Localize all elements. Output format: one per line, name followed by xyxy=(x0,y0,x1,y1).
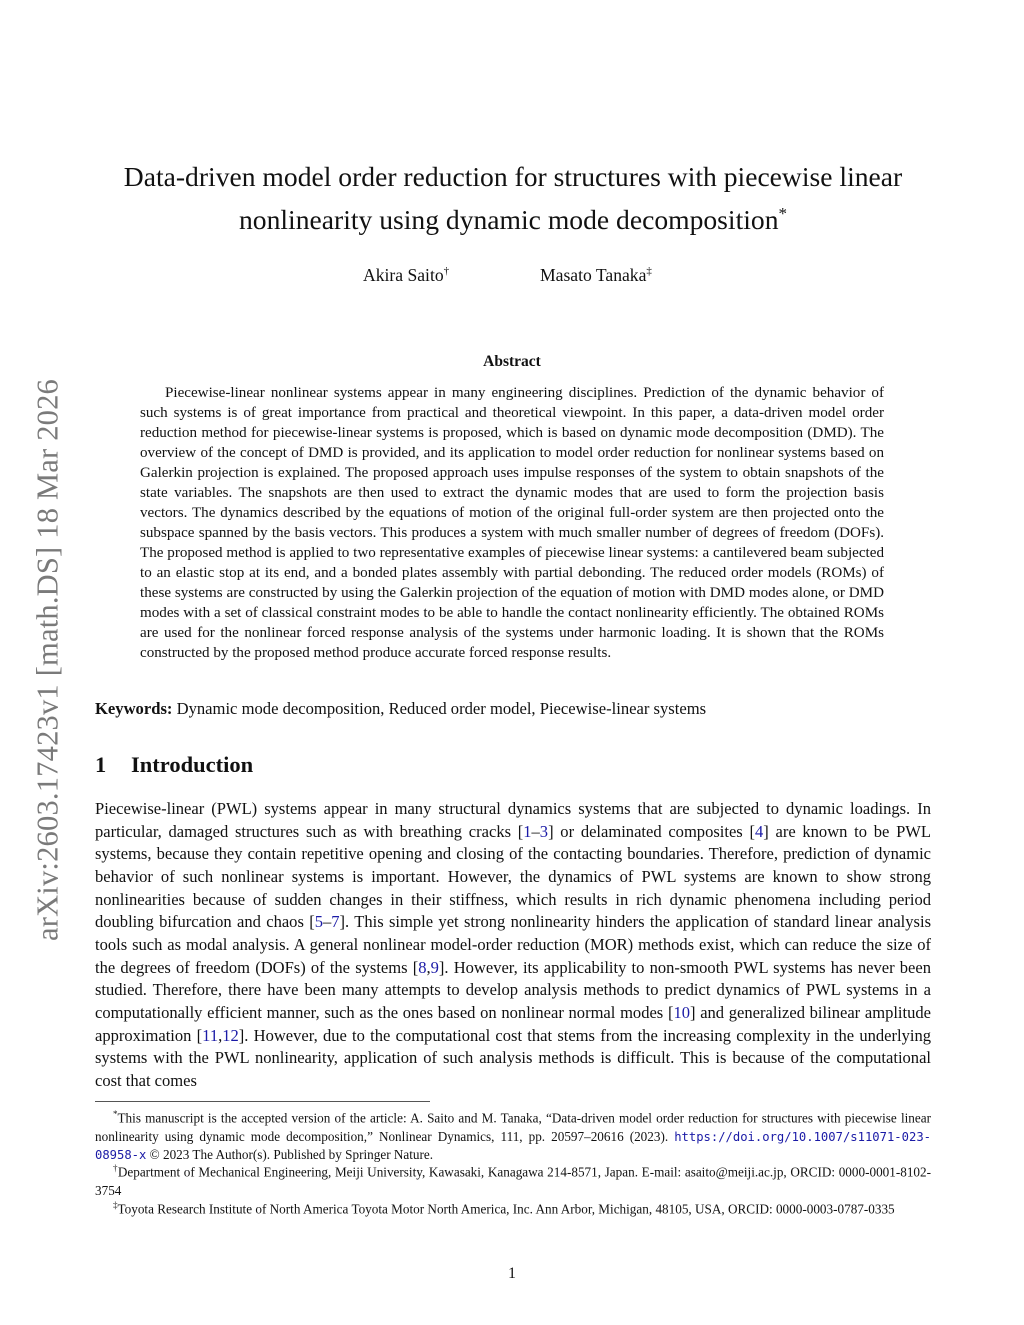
abstract-text: Piecewise-linear nonlinear systems appear in many engineering disciplines. Prediction of the dynamic behavior of such systems is of great importance from practical and theoretical viewpoint. In this paper, a data-driven model order reduction method for piecewise-linear systems is proposed, which is based on dynamic mode decomposition (DMD). The overview of the concept of DMD is provided, and its application to model order reduction for nonlinear systems based on Galerkin projection is explained. The proposed approach uses impulse responses of the system to obtain snapshots of the state variables. The snapshots are then used to extract the dynamic modes that are used to form the projection basis vectors. The dynamics described by the equations of motion of the original full-order system are then projected onto the subspace spanned by the basis vectors. This produces a system with much smaller number of degrees of freedom (DOFs). The proposed method is applied to two representative examples of piecewise linear systems: a cantilevered beam subjected to an elastic stop at its end, and a bonded plates assembly with partial debonding. The reduced order models (ROMs) of these systems are constructed by using the Galerkin projection of the equation of motion with DMD modes alone, or DMD modes with a set of classical constraint modes to be able to handle the contact nonlinearity efficiently. The obtained ROMs are used for the nonlinear forced response analysis of the systems under harmonic loading. It is shown that the ROMs constructed by the proposed method produce accurate forced response results. xyxy=(140,385,884,661)
footnote-1: *This manuscript is the accepted version of the article: A. Saito and M. Tanaka, “Data-driven model order reduction for structures with piecewise linear nonlinearity using dynamic mode decomposition,” Nonlinear Dynamics, 111, pp. 20597–20616 (2023). https://doi.org/10.1007/s11071-023-08958-x © 2023 The Author(s). Published by Springer Nature. xyxy=(95,1109,931,1162)
citation-link[interactable]: 3 xyxy=(539,821,549,841)
section-number: 1 xyxy=(95,752,107,777)
keywords-label: Keywords: xyxy=(95,699,173,718)
citation-link[interactable]: 11 xyxy=(202,1025,219,1045)
title-line-2: nonlinearity using dynamic mode decomposition xyxy=(238,204,779,236)
footnote-2: †Department of Mechanical Engineering, Meiji University, Kawasaki, Kanagawa 214-8571, Japan. E-mail: asaito@meiji.ac.jp, ORCID: 0000-0001-8102-3754 xyxy=(95,1163,932,1198)
citation-link[interactable]: 10 xyxy=(673,1002,690,1022)
page-number: 1 xyxy=(508,1265,516,1282)
keywords xyxy=(95,699,935,719)
intro-paragraph: Piecewise-linear (PWL) systems appear in many structural dynamics systems that are subjected to dynamic loadings. In particular, damaged structures such as with breathing cracks [1–3] or delaminated composites [4] are known to be PWL systems, because they contain repetitive opening and closing of the contacting boundaries. Therefore, prediction of dynamic behavior of such nonlinear systems is important. However, the dynamics of PWL systems are known to show strong nonlinearities because of sudden changes in their stiffness, which results in rich dynamic phenomena including period doubling bifurcation and chaos [5–7]. This simple yet strong nonlinearity hinders the application of standard linear analysis tools such as modal analysis. A general nonlinear model-order reduction (MOR) methods exist, which can reduce the size of the degrees of freedom (DOFs) of the systems [8,9]. However, its applicability to non-smooth PWL systems has never been studied. Therefore, there have been many attempts to develop analysis methods to predict dynamics of PWL systems in a computationally efficient manner, such as the ones based on nonlinear normal modes [10] and generalized bilinear amplitude approximation [11,12]. However, due to the computational cost that stems from the increasing complexity in the underlying systems with the PWL nonlinearity, application of such analysis methods is difficult. This is because of the computational cost that comes xyxy=(95,799,931,1090)
section-heading xyxy=(95,752,253,778)
citation-link[interactable]: 7 xyxy=(331,912,340,932)
title-line-1: Data-driven model order reduction for structures with piecewise linear xyxy=(123,161,903,192)
citation-link[interactable]: 5 xyxy=(314,912,324,932)
section-title: Introduction xyxy=(131,752,254,777)
paper-title xyxy=(95,158,931,238)
citation-link[interactable]: 12 xyxy=(222,1025,239,1045)
citation-link[interactable]: 1 xyxy=(523,821,532,841)
citation-link[interactable]: 8 xyxy=(418,957,427,977)
footnote-3: ‡Toyota Research Institute of North America Toyota Motor North America, Inc. Ann Arbor, Michigan, 48105, USA, ORCID: 0000-0003-0787-0335 xyxy=(113,1200,895,1217)
citation-link[interactable]: 9 xyxy=(430,957,439,977)
author-saito: Akira Saito† xyxy=(363,265,450,285)
arxiv-identifier: arXiv:2603.17423v1 [math.DS] 18 Mar 2026 xyxy=(30,378,65,942)
abstract-heading: Abstract xyxy=(483,353,541,370)
footnote-divider xyxy=(95,1101,430,1102)
keywords-text: Dynamic mode decomposition, Reduced order model, Piecewise-linear systems xyxy=(176,699,707,718)
title-footnote-mark: * xyxy=(778,204,788,223)
doi-link[interactable]: https://doi.org/10.1007/s11071-023-08958-x xyxy=(95,1129,931,1162)
citation-link[interactable]: 4 xyxy=(754,821,764,841)
author-tanaka: Masato Tanaka‡ xyxy=(540,265,652,285)
arxiv-sidebar-stamp xyxy=(28,350,68,970)
